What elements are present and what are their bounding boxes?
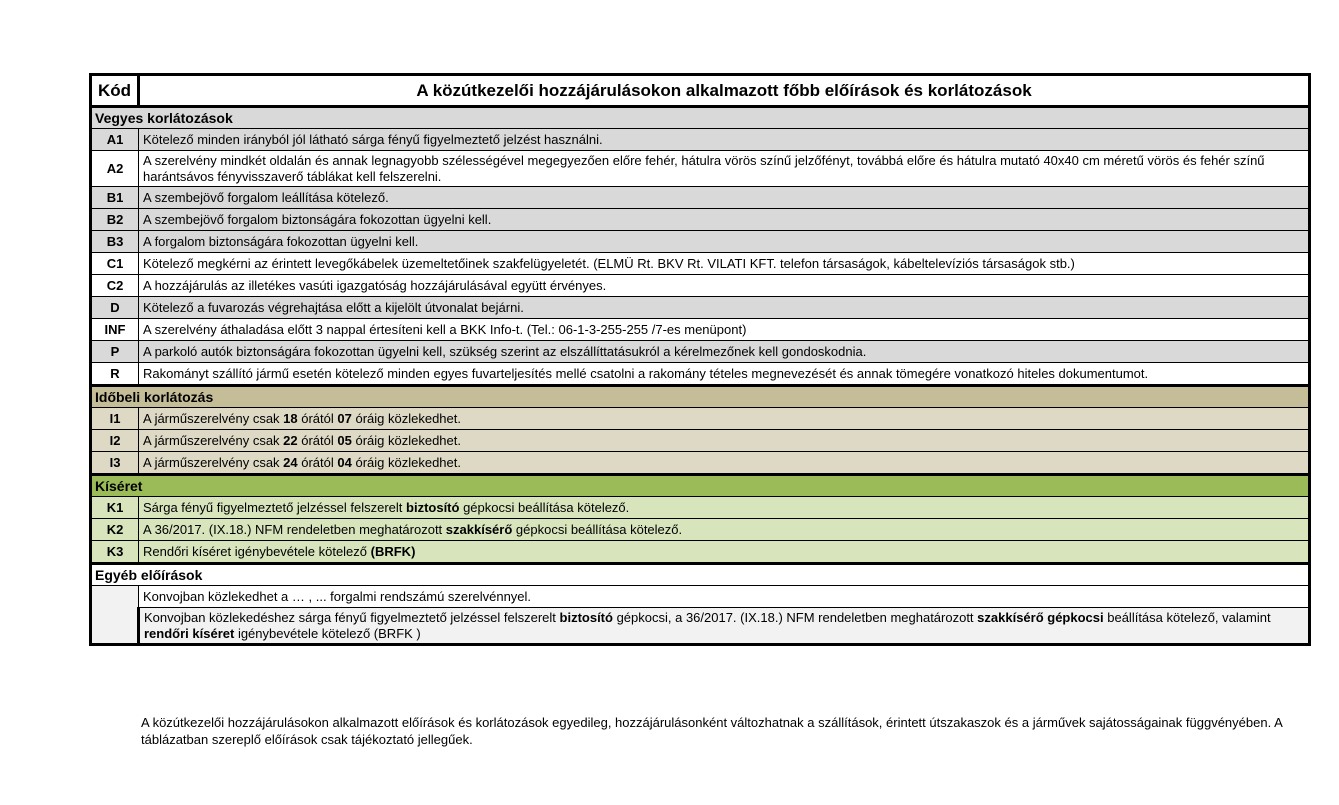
row-description: [139, 187, 1310, 209]
table-row: [91, 231, 1310, 253]
row-code: C1: [91, 253, 139, 275]
description-part: Kötelező a fuvarozás végrehajtása előtt a kijelölt útvonalat bejárni.: [143, 299, 524, 315]
description-part: A szembejövő forgalom leállítása kötelező.: [143, 189, 389, 205]
description-part: gépkocsi, a 36/2017. (IX.18.) NFM rendeletben meghatározott: [612, 609, 978, 625]
description-part: A szerelvény áthaladása előtt 3 nappal értesíteni kell a BKK Info-t. (Tel.: 06-1-3-255-255 /7-es menüpont): [143, 321, 747, 337]
table-title: A közútkezelői hozzájárulásokon alkalmazott főbb előírások és korlátozások: [139, 75, 1310, 107]
section-header-row: [91, 564, 1310, 586]
table-row: [91, 319, 1310, 341]
footnote: A közútkezelői hozzájárulásokon alkalmazott előírások és korlátozások egyedileg, hozzájárulásonként változhatnak a szállítások, érintett útszakaszok és a járművek sajátosságainak függvényében. A táblázatban szereplő előírások csak tájékoztató jellegűek.: [141, 715, 1283, 747]
description-part: A járműszerelvény csak: [143, 432, 284, 448]
table-row: [91, 541, 1310, 564]
row-description: [139, 586, 1310, 608]
row-description: [139, 297, 1310, 319]
description-part: Rendőri kíséret igénybevétele kötelező: [143, 543, 371, 559]
row-description: [139, 519, 1310, 541]
description-part: Rakományt szállító jármű esetén kötelező minden egyes fuvarteljesítés mellé csatolni a rakomány tételes megnevezését és annak tömegére vonatkozó hiteles dokumentumot.: [143, 365, 1149, 381]
description-part: órától: [297, 410, 338, 426]
section-title: Egyéb előírások: [91, 564, 1310, 586]
code-column-header: Kód: [91, 75, 139, 107]
description-part: A parkoló autók biztonságára fokozottan ügyelni kell, szükség szerint az elszállíttatásukról a kérelmezőnek kell gondoskodnia.: [143, 343, 867, 359]
description-part: Sárga fényű figyelmeztető jelzéssel felszerelt: [143, 499, 407, 515]
row-code: R: [91, 363, 139, 386]
description-part: Konvojban közlekedhet a … , ... forgalmi rendszámú szerelvénnyel.: [143, 588, 532, 604]
row-description: [139, 253, 1310, 275]
table-row: [91, 297, 1310, 319]
table-row: [91, 129, 1310, 151]
regulations-table-body: [91, 75, 1310, 645]
description-bold-part: biztosító: [559, 609, 613, 625]
section-title: Kíséret: [91, 475, 1310, 497]
row-code: [91, 586, 139, 645]
row-code: D: [91, 297, 139, 319]
description-part: A forgalom biztonságára fokozottan ügyelni kell.: [143, 233, 419, 249]
description-bold-part: szakkísérő gépkocsi: [977, 609, 1104, 625]
row-code: K2: [91, 519, 139, 541]
description-part: óráig közlekedhet.: [351, 454, 461, 470]
description-part: órától: [297, 454, 338, 470]
row-description: [139, 497, 1310, 519]
table-header-row: [91, 75, 1310, 107]
table-row: [91, 151, 1310, 187]
table-row: [91, 209, 1310, 231]
description-part: órától: [297, 432, 338, 448]
description-part: gépkocsi beállítása kötelező.: [459, 499, 630, 515]
section-header-row: [91, 475, 1310, 497]
description-part: A szerelvény mindkét oldalán és annak legnagyobb szélességével megegyezően előre fehér, hátulra vörös színű jelzőfényt, továbbá előre és hátulra mutató 40x40 cm méretű vörös és fehér színű harántsávos fényvisszaverő táblákat kell felszerelni.: [143, 152, 1265, 184]
description-bold-part: 22: [283, 432, 298, 448]
table-row: [91, 608, 1310, 645]
section-title: Időbeli korlátozás: [91, 386, 1310, 408]
row-code: I3: [91, 452, 139, 475]
description-bold-part: 05: [337, 432, 352, 448]
description-part: Konvojban közlekedéshez sárga fényű figyelmeztető jelzéssel felszerelt: [144, 609, 560, 625]
description-part: óráig közlekedhet.: [351, 410, 461, 426]
row-code: K1: [91, 497, 139, 519]
row-code: B2: [91, 209, 139, 231]
table-row: [91, 363, 1310, 386]
section-header-row: [91, 386, 1310, 408]
table-row: [91, 341, 1310, 363]
description-part: Kötelező minden irányból jól látható sárga fényű figyelmeztető jelzést használni.: [143, 131, 603, 147]
row-description: [139, 319, 1310, 341]
description-part: A hozzájárulás az illetékes vasúti igazgatóság hozzájárulásával együtt érvényes.: [143, 277, 607, 293]
description-bold-part: szakkísérő: [445, 521, 513, 537]
row-description: [139, 209, 1310, 231]
description-bold-part: rendőri kíséret: [144, 625, 235, 641]
table-row: [91, 430, 1310, 452]
description-part: igénybevétele kötelező (BRFK ): [234, 625, 421, 641]
table-row: [91, 253, 1310, 275]
row-description: [139, 608, 1310, 645]
table-row: [91, 519, 1310, 541]
row-code: I1: [91, 408, 139, 430]
description-part: A 36/2017. (IX.18.) NFM rendeletben meghatározott: [143, 521, 446, 537]
description-part: óráig közlekedhet.: [351, 432, 461, 448]
table-row: [91, 586, 1310, 608]
row-code: I2: [91, 430, 139, 452]
row-description: [139, 341, 1310, 363]
description-part: gépkocsi beállítása kötelező.: [512, 521, 683, 537]
description-part: beállítása kötelező, valamint: [1103, 609, 1271, 625]
row-description: [139, 430, 1310, 452]
regulations-table: [89, 73, 1311, 646]
row-code: K3: [91, 541, 139, 564]
description-bold-part: 04: [337, 454, 352, 470]
row-description: [139, 151, 1310, 187]
row-description: [139, 275, 1310, 297]
row-code: A1: [91, 129, 139, 151]
row-description: [139, 231, 1310, 253]
row-description: [139, 363, 1310, 386]
description-bold-part: (BRFK): [370, 543, 416, 559]
description-part: Kötelező megkérni az érintett levegőkábelek üzemeltetőinek szakfelügyeletét. (ELMÜ Rt. BKV Rt. VILATI KFT. telefon társaságok, kábeltelevíziós társaságok stb.): [143, 255, 1075, 271]
description-bold-part: 24: [283, 454, 298, 470]
section-header-row: [91, 107, 1310, 129]
description-bold-part: 18: [283, 410, 298, 426]
row-code: C2: [91, 275, 139, 297]
table-row: [91, 275, 1310, 297]
description-part: A szembejövő forgalom biztonságára fokozottan ügyelni kell.: [143, 211, 492, 227]
description-part: A járműszerelvény csak: [143, 454, 284, 470]
row-code: B3: [91, 231, 139, 253]
row-description: [139, 129, 1310, 151]
row-description: [139, 452, 1310, 475]
row-description: [139, 408, 1310, 430]
table-row: [91, 408, 1310, 430]
row-code: B1: [91, 187, 139, 209]
description-bold-part: 07: [337, 410, 352, 426]
table-row: [91, 187, 1310, 209]
table-row: [91, 452, 1310, 475]
row-code: P: [91, 341, 139, 363]
description-part: A járműszerelvény csak: [143, 410, 284, 426]
table-row: [91, 497, 1310, 519]
row-code: INF: [91, 319, 139, 341]
section-title: Vegyes korlátozások: [91, 107, 1310, 129]
row-description: [139, 541, 1310, 564]
row-code: A2: [91, 151, 139, 187]
description-bold-part: biztosító: [406, 499, 460, 515]
